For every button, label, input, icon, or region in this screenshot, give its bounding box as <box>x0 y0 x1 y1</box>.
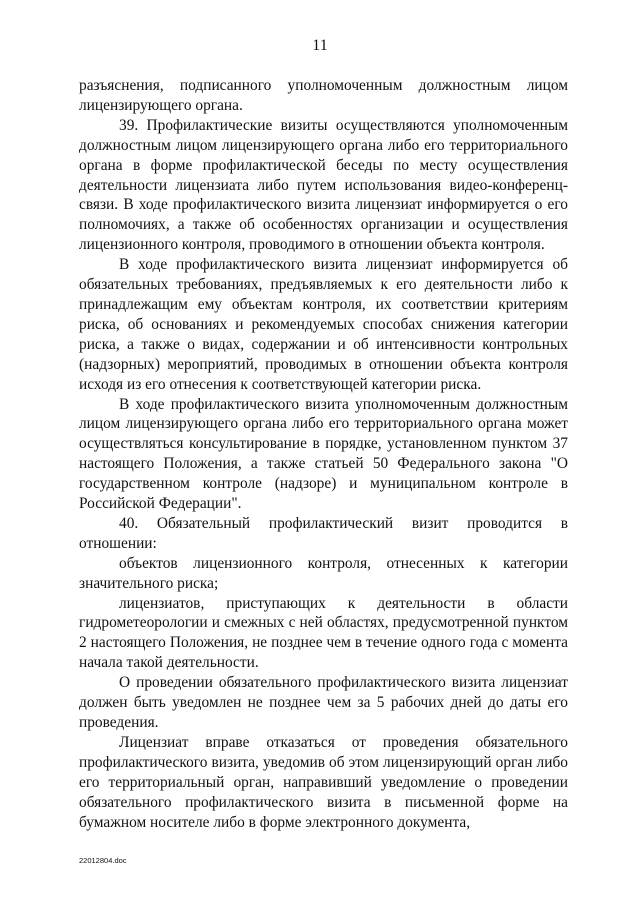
paragraph-consulting: В ходе профилактического визита уполномоченным должностным лицом лицензирующего органа либо его территориального органа может осуществляться консультирование в порядке, установленном пунктом 37 настоящего Положения, а также статьей 50 Федерального закона "О государственном контроле (надзоре) и муниципальном контроле в Российской Федерации". <box>79 395 568 513</box>
page-number: 11 <box>312 37 328 54</box>
paragraph-continuation: разъяснения, подписанного уполномоченным должностным лицом лицензирующего органа. <box>79 77 568 114</box>
paragraph-item-39: 39. Профилактические визиты осуществляются уполномоченным должностным лицом лицензирующего органа либо его территориального органа в форме профилактической беседы по месту осуществления деятельности лицензиата либо путем использования видео-конференц-связи. В ходе профилактического визита лицензиат информируется о его полномочиях, а также об особенностях организации и осуществления лицензионного контроля, проводимого в отношении объекта контроля. <box>79 116 568 254</box>
paragraph-notification: О проведении обязательного профилактического визита лицензиат должен быть уведомлен не позднее чем за 5 рабочих дней до даты его проведения. <box>79 674 568 731</box>
paragraph-new-licensees: лицензиатов, приступающих к деятельности в области гидрометеорологии и смежных с ней областях, предусмотренной пунктом 2 настоящего Положения, не позднее чем в течение одного года с момента начала такой деятельности. <box>79 594 568 672</box>
document-body <box>79 76 568 832</box>
footer-file-code: 22012804.doc <box>79 856 127 865</box>
paragraph-refusal: Лицензиат вправе отказаться от проведения обязательного профилактического визита, уведомив об этом лицензирующий орган либо его территориальный орган, направивший уведомление о проведении обязательного профилактического визита в письменной форме на бумажном носителе либо в форме электронного документа, <box>79 733 568 831</box>
paragraph-item-40: 40. Обязательный профилактический визит проводится в отношении: <box>79 514 568 552</box>
paragraph-significant-risk: объектов лицензионного контроля, отнесенных к категории значительного риска; <box>79 554 568 592</box>
paragraph-visit-information: В ходе профилактического визита лицензиат информируется об обязательных требованиях, предъявляемых к его деятельности либо к принадлежащим ему объектам контроля, их соответствии критериям риска, об основаниях и рекомендуемых способах снижения категории риска, а также о видах, содержании и об интенсивности контрольных (надзорных) мероприятий, проводимых в отношении объекта контроля исходя из его отнесения к соответствующей категории риска. <box>79 256 568 393</box>
